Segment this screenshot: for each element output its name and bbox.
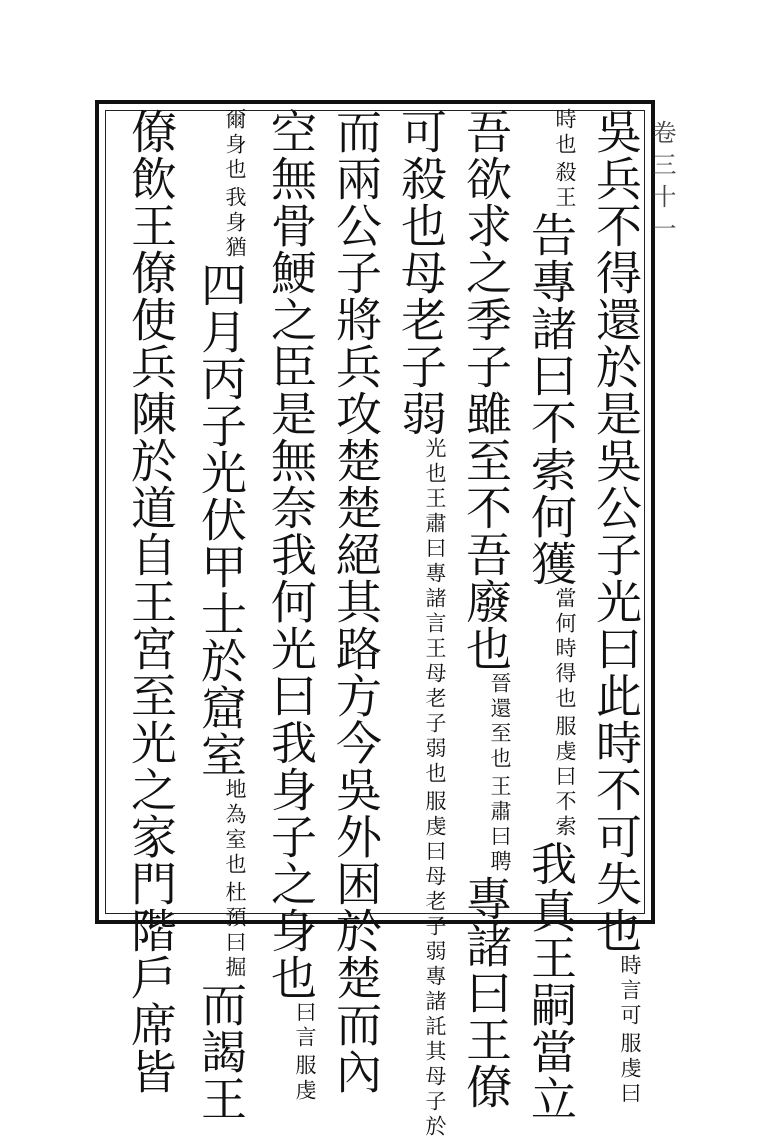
main-text: 僚飲王僚使兵陳於道自王宮至光之家門階戶席皆 bbox=[124, 108, 178, 1095]
annotation-line-b: 地為室也 bbox=[223, 778, 247, 878]
text-column-4 bbox=[395, 108, 447, 1140]
annotation bbox=[488, 672, 512, 875]
annotation bbox=[553, 587, 577, 840]
text-column-7 bbox=[195, 108, 247, 1122]
main-text: 可殺也母老子弱 bbox=[394, 108, 448, 437]
main-text: 四月丙子光伏甲士於窟室 bbox=[194, 261, 248, 778]
annotation-line-a: 王肅曰聘 bbox=[488, 775, 512, 875]
main-text: 告專諸曰不索何獲 bbox=[524, 211, 578, 587]
main-text: 我真王嗣當立 bbox=[524, 840, 578, 1122]
annotation-line-a: 服虔曰不索 bbox=[553, 715, 577, 840]
main-text: 而兩公子將兵攻楚楚絕其路方今吳外困於楚而內 bbox=[329, 108, 383, 1095]
annotation-line-b: 時言可 bbox=[618, 954, 642, 1029]
annotation bbox=[553, 108, 577, 211]
main-text: 吳兵不得還於是吳公子光曰此時不可失也 bbox=[589, 108, 643, 954]
text-column-3 bbox=[460, 108, 512, 1110]
text-column-1 bbox=[590, 108, 642, 1107]
annotation-line-a: 服虔曰 bbox=[618, 1032, 642, 1107]
main-text: 而謁王 bbox=[194, 981, 248, 1122]
annotation-line-a: 杜預曰掘 bbox=[223, 881, 247, 981]
annotation bbox=[223, 108, 247, 261]
margin-annotation: 卷三十一 bbox=[648, 120, 676, 248]
annotation-line-b: 當何時得也 bbox=[553, 587, 577, 712]
text-column-6 bbox=[265, 108, 317, 1104]
text-column-5 bbox=[330, 108, 382, 1095]
annotation bbox=[293, 1001, 317, 1104]
annotation bbox=[618, 954, 642, 1107]
main-text: 空無骨鯁之臣是無奈我何光曰我身子之身也 bbox=[264, 108, 318, 1001]
annotation-line-b: 爾身也 bbox=[223, 108, 247, 183]
annotation-line-b: 晉還至也 bbox=[488, 672, 512, 772]
annotation bbox=[423, 437, 447, 1140]
annotation-line-b: 光也王肅曰專諸言王母老子弱也 bbox=[423, 437, 447, 787]
annotation-line-a: 服虔 bbox=[293, 1054, 317, 1104]
annotation-line-a: 我身猶 bbox=[223, 186, 247, 261]
text-column-2 bbox=[525, 108, 577, 1122]
annotation-line-b: 時也 bbox=[553, 108, 577, 158]
text-column-8 bbox=[125, 108, 177, 1095]
annotation-line-a: 服虔曰母老子弱專諸託其母子於 bbox=[423, 790, 447, 1140]
annotation bbox=[223, 778, 247, 981]
main-text: 專諸曰王僚 bbox=[459, 875, 513, 1110]
annotation-line-b: 曰言 bbox=[293, 1001, 317, 1051]
main-text: 吾欲求之季子雖至不吾廢也 bbox=[459, 108, 513, 672]
annotation-line-a: 殺王 bbox=[553, 161, 577, 211]
